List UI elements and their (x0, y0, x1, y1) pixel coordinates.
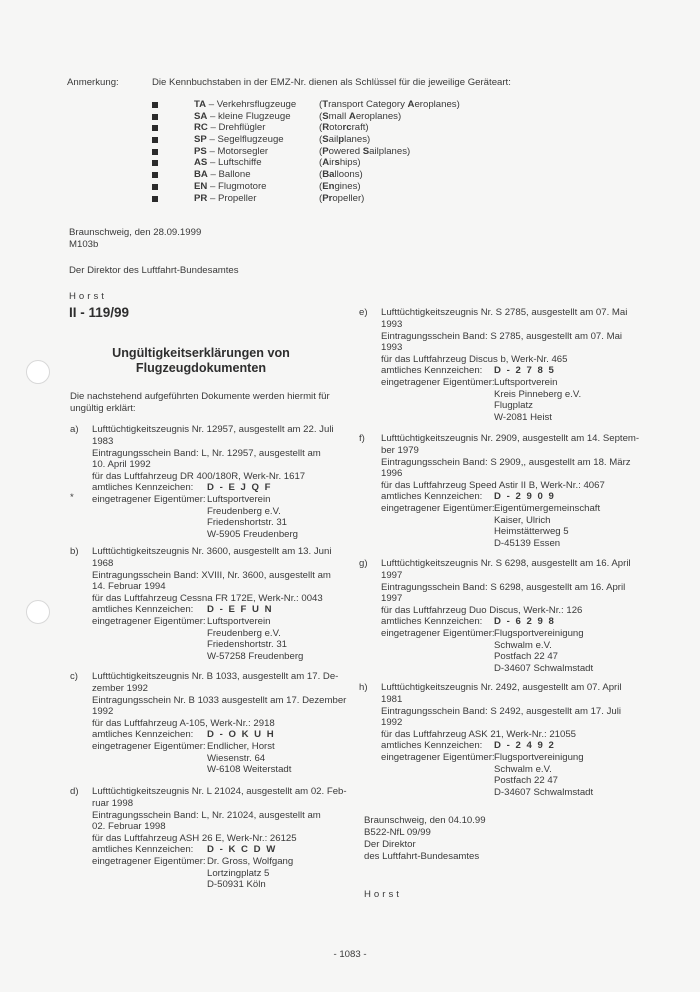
registration-row (92, 844, 321, 856)
owner-line: W-57258 Freudenberg (207, 650, 304, 662)
legend-code: AS (194, 157, 208, 169)
owner-line: Luftsportverein (207, 493, 271, 505)
closing-title: Der Direktor (364, 839, 416, 850)
owner-line: Friedenshortstr. 31 (207, 639, 287, 651)
entry-line: 1993 (381, 319, 403, 330)
registration-mark: D - 2 4 9 2 (494, 740, 556, 752)
registration-row (381, 365, 622, 377)
legend-en: opeller) (332, 192, 365, 204)
owner-line: Endlicher, Horst (207, 740, 275, 752)
legend-en-bold: s (334, 157, 340, 169)
legend-german: – Luftschiffe (207, 157, 262, 169)
owner-line: Eigentümergemeinschaft (494, 502, 601, 514)
owner-line: Friedenshortstr. 31 (207, 517, 287, 529)
legend-en: owered (328, 145, 363, 157)
intro-line: Die nachstehend aufgeführten Dokumente werden hiermit für (70, 391, 330, 402)
entry-line: Lufttüchtigkeitszeugnis Nr. 2492, ausgestellt am 07. April (381, 682, 622, 693)
notice-title-line: Flugzeugdokumenten (135, 361, 267, 375)
legend-en: ail (328, 134, 339, 146)
bullet-icon (152, 137, 158, 143)
registration-label: amtliches Kennzeichen: (92, 482, 194, 494)
entry-line: Eintragungsschein Band: L, Nr. 21024, ausgestellt am (92, 809, 321, 821)
entry-letter: g) (359, 558, 368, 569)
registration-mark: D - O K U H (207, 729, 276, 741)
closing-signature: Horst (364, 889, 402, 900)
registration-mark: D - K C D W (207, 844, 277, 856)
legend-en: eroplanes) (414, 99, 460, 110)
note-intro: Die Kennbuchstaben in der EMZ-Nr. dienen als Schlüssel für die jeweilige Geräteart: (152, 77, 511, 88)
owner-line: Lortzingplatz 5 (207, 867, 270, 879)
entry-line: 10. April 1992 (92, 459, 151, 471)
entry-line: 1992 (92, 706, 114, 718)
registration-mark: D - 2 7 8 5 (494, 365, 556, 377)
entry-letter: e) (359, 307, 368, 318)
entry-line: ruar 1998 (92, 798, 134, 809)
bullet-icon (152, 114, 158, 120)
notice-title (70, 346, 332, 376)
legend-en: gines) (334, 180, 361, 192)
registration-label: amtliches Kennzeichen: (381, 740, 483, 752)
registration-label: amtliches Kennzeichen: (92, 729, 194, 741)
legend-en-bold: S (322, 110, 329, 122)
bullet-icon (152, 125, 158, 131)
origin-block (69, 227, 239, 303)
owner-label: eingetragener Eigentümer: (381, 376, 495, 388)
entry-line: für das Luftfahrzeug Speed Astir II B, Werk-Nr.: 4067 (381, 479, 605, 491)
closing-reference: B522-NfL 09/99 (364, 827, 431, 838)
entry-line: Eintragungsschein Band: XVIII, Nr. 3600, ausgestellt am (92, 569, 331, 581)
owner-line: Flugsportvereinigung (494, 627, 584, 639)
registration-label: amtliches Kennzeichen: (381, 365, 483, 377)
origin-place-date: Braunschweig, den 28.09.1999 (69, 227, 202, 238)
registration-mark: D - E F U N (207, 604, 274, 616)
legend-row: SP – Segelflugzeuge (Sailplanes) (152, 134, 492, 146)
legend-german: – kleine Flugzeuge (207, 110, 291, 122)
legend-code: PR (194, 192, 208, 204)
owner-row (381, 628, 625, 640)
owner-line: Dr. Gross, Wolfgang (207, 855, 294, 867)
legend-german: – Motorsegler (206, 145, 269, 157)
registration-label: amtliches Kennzeichen: (92, 604, 194, 616)
owner-line: Luftsportverein (494, 376, 558, 388)
entry-line: für das Luftfahrzeug Discus b, Werk-Nr. 465 (381, 353, 568, 365)
legend-row: SA – kleine Flugzeuge (Small Aeroplanes) (152, 111, 492, 123)
owner-line: Freudenberg e.V. (207, 627, 281, 639)
bullet-icon (152, 102, 158, 108)
notice-number: II - 119/99 (69, 305, 130, 320)
legend-row: AS – Luftschiffe (Airships) (152, 157, 492, 169)
legend-row: PR – Propeller (Propeller) (152, 193, 492, 205)
closing-title: des Luftfahrt-Bundesamtes (364, 851, 480, 862)
entry-line: Lufttüchtigkeitszeugnis Nr. 3600, ausgestellt am 13. Juni (92, 546, 332, 557)
legend-code: EN (194, 180, 208, 192)
legend-en: oto (329, 122, 343, 134)
registration-row (92, 604, 331, 616)
legend-german: – Segelflugzeuge (206, 134, 284, 146)
registration-label: amtliches Kennzeichen: (381, 491, 483, 503)
legend-en-bold: T (322, 99, 329, 110)
legend-en-bold: rc (342, 122, 352, 134)
entry-line: Eintragungsschein Band: S 6298, ausgestellt am 16. April (381, 581, 626, 593)
owner-line: W-2081 Heist (494, 411, 552, 423)
owner-label: eingetragener Eigentümer: (92, 740, 206, 752)
origin-reference: M103b (69, 239, 99, 250)
owner-row (381, 377, 622, 389)
owner-line: Flugsportvereinigung (494, 751, 584, 763)
owner-row (92, 741, 346, 753)
notice-intro (70, 391, 342, 415)
entry-line: für das Luftfahrzeug ASK 21, Werk-Nr.: 21055 (381, 728, 577, 740)
bullet-icon (152, 184, 158, 190)
entry-letter: b) (70, 546, 79, 557)
legend-en-bold: p (338, 134, 345, 146)
owner-row (381, 752, 621, 764)
legend-row: BA – Ballone (Balloons) (152, 169, 492, 181)
owner-line: W-5905 Freudenberg (207, 528, 299, 540)
legend-en: lanes) (344, 134, 371, 146)
legend-code: TA (194, 99, 207, 110)
owner-line: Wiesenstr. 64 (207, 752, 266, 764)
margin-asterisk: * (70, 492, 74, 503)
entry-line: Lufttüchtigkeitszeugnis Nr. B 1033, ausgestellt am 17. De- (92, 671, 339, 682)
legend-en: lloons) (334, 169, 363, 181)
legend-german: – Drehflügler (207, 122, 266, 134)
legend-en: mall (328, 110, 349, 122)
owner-line: Kaiser, Ulrich (494, 514, 551, 526)
note-label: Anmerkung: (67, 77, 119, 88)
registration-mark: D - 2 9 0 9 (494, 491, 556, 503)
registration-row (92, 482, 321, 494)
page-number: - 1083 - (333, 949, 367, 960)
entry-line: 1996 (381, 468, 403, 480)
legend-en-bold: A (348, 110, 356, 122)
owner-line: D-50931 Köln (207, 879, 266, 891)
entry-line: zember 1992 (92, 683, 148, 694)
owner-row (92, 856, 321, 868)
owner-label: eingetragener Eigentümer: (381, 502, 495, 514)
owner-line: Luftsportverein (207, 615, 271, 627)
device-type-legend (152, 99, 492, 204)
legend-german: – Verkehrsflugzeuge (206, 99, 297, 110)
entry-line: ber 1979 (381, 445, 419, 456)
entry-line: Eintragungsschein Nr. B 1033 ausgestellt am 17. Dezember (92, 694, 347, 706)
owner-row (92, 616, 331, 628)
owner-line: D-34607 Schwalmstadt (494, 786, 594, 798)
owner-label: eingetragener Eigentümer: (381, 627, 495, 639)
owner-line: Postfach 22 47 (494, 651, 559, 663)
entry-letter: c) (70, 671, 78, 682)
entry-line: 1997 (381, 570, 403, 581)
legend-en-bold: S (362, 145, 370, 157)
registration-label: amtliches Kennzeichen: (381, 616, 483, 628)
legend-code: BA (194, 169, 208, 181)
owner-line: Schwalm e.V. (494, 639, 552, 651)
registration-row (381, 491, 631, 503)
entry-line: Lufttüchtigkeitszeugnis Nr. L 21024, ausgestellt am 02. Feb- (92, 786, 347, 797)
entry-letter: h) (359, 682, 368, 693)
entry-line: für das Luftfahrzeug Duo Discus, Werk-Nr.: 126 (381, 604, 583, 616)
legend-en: hips) (339, 157, 361, 169)
bullet-icon (152, 149, 158, 155)
legend-en-bold: P (322, 145, 329, 157)
owner-label: eingetragener Eigentümer: (92, 855, 206, 867)
entry-line: für das Luftfahrzeug Cessna FR 172E, Werk-Nr.: 0043 (92, 592, 323, 604)
closing-place-date: Braunschweig, den 04.10.99 (364, 815, 486, 826)
entry-line: 1981 (381, 694, 403, 705)
legend-code: SP (194, 134, 207, 146)
legend-code: PS (194, 145, 207, 157)
closing-block (364, 815, 486, 901)
entry-letter: d) (70, 786, 79, 797)
owner-line: W-6108 Weiterstadt (207, 764, 292, 776)
legend-german: – Ballone (207, 169, 251, 181)
registration-mark: D - 6 2 9 8 (494, 616, 556, 628)
legend-german: – Propeller (207, 192, 257, 204)
entry-line: Eintragungsschein Band: L, Nr. 12957, ausgestellt am (92, 447, 321, 459)
bullet-icon (152, 160, 158, 166)
legend-row: EN – Flugmotore (Engines) (152, 181, 492, 193)
legend-en-bold: R (322, 122, 330, 134)
legend-code: RC (194, 122, 208, 134)
notice-title-line: Ungültigkeitserklärungen von (112, 346, 290, 360)
owner-label: eingetragener Eigentümer: (92, 615, 206, 627)
bullet-icon (152, 172, 158, 178)
legend-en-bold: S (322, 134, 329, 146)
legend-code: SA (194, 110, 208, 122)
owner-line: Postfach 22 47 (494, 775, 559, 787)
legend-row: TA – Verkehrsflugzeuge (Transport Category Aeroplanes) (152, 99, 492, 111)
legend-row: RC – Drehflügler (Rotorcraft) (152, 122, 492, 134)
owner-row (381, 503, 631, 515)
owner-line: Flugplatz (494, 400, 533, 412)
registration-row (92, 729, 346, 741)
registration-label: amtliches Kennzeichen: (92, 844, 194, 856)
legend-en-bold: A (322, 157, 330, 169)
legend-row: PS – Motorsegler (Powered Sailplanes) (152, 146, 492, 158)
owner-row (92, 494, 321, 506)
entry-line: für das Luftfahrzeug ASH 26 E, Werk-Nr.: 26125 (92, 832, 297, 844)
registration-row (381, 740, 621, 752)
entry-line: Eintragungsschein Band: S 2785, ausgestellt am 07. Mai (381, 330, 623, 342)
owner-line: D-34607 Schwalmstadt (494, 662, 594, 674)
entry-line: für das Luftfahrzeug A-105, Werk-Nr.: 2918 (92, 717, 275, 729)
legend-en-bold: A (407, 99, 415, 110)
entry-line: 14. Februar 1994 (92, 581, 166, 593)
bullet-icon (152, 196, 158, 202)
punch-hole (26, 360, 50, 384)
entry-line: Lufttüchtigkeitszeugnis Nr. 2909, ausgestellt am 14. Septem- (381, 433, 640, 444)
owner-line: Kreis Pinneberg e.V. (494, 388, 582, 400)
legend-en: ailplanes) (369, 145, 411, 157)
legend-german: – Flugmotore (207, 180, 267, 192)
entry-line: Lufttüchtigkeitszeugnis Nr. S 6298, ausgestellt am 16. April (381, 558, 631, 569)
owner-label: eingetragener Eigentümer: (381, 751, 495, 763)
registration-row (381, 616, 625, 628)
entry-line: 1968 (92, 558, 114, 569)
legend-en-bold: En (322, 180, 335, 192)
entry-line: 1983 (92, 436, 114, 447)
entry-line: 1992 (381, 717, 403, 729)
legend-en-bold: Ba (322, 169, 335, 181)
intro-line: ungültig erklärt: (70, 403, 136, 414)
legend-en: ransport Category (328, 99, 408, 110)
owner-line: Schwalm e.V. (494, 763, 552, 775)
owner-line: Freudenberg e.V. (207, 505, 281, 517)
legend-en: ir (329, 157, 335, 169)
legend-en: eroplanes) (355, 110, 402, 122)
legend-en: raft) (351, 122, 369, 134)
entry-line: 1993 (381, 342, 403, 354)
entry-line: Eintragungsschein Band: S 2492, ausgestellt am 17. Juli (381, 705, 621, 717)
legend-en-bold: Pr (322, 192, 333, 204)
punch-hole (26, 600, 50, 624)
origin-signature: Horst (69, 291, 107, 302)
entry-letter: a) (70, 424, 79, 435)
owner-label: eingetragener Eigentümer: (92, 493, 206, 505)
entry-line: für das Luftfahrzeug DR 400/180R, Werk-Nr. 1617 (92, 470, 306, 482)
owner-line: D-45139 Essen (494, 537, 561, 549)
entry-line: Lufttüchtigkeitszeugnis Nr. 12957, ausgestellt am 22. Juli (92, 424, 334, 435)
entry-line: Eintragungsschein Band: S 2909,, ausgestellt am 18. März (381, 456, 631, 468)
entry-line: Lufttüchtigkeitszeugnis Nr. S 2785, ausgestellt am 07. Mai (381, 307, 628, 318)
entry-line: 1997 (381, 593, 403, 605)
entry-letter: f) (359, 433, 365, 444)
entry-line: 02. Februar 1998 (92, 821, 166, 833)
origin-authority: Der Direktor des Luftfahrt-Bundesamtes (69, 265, 239, 276)
registration-mark: D - E J Q F (207, 482, 273, 494)
owner-line: Heimstätterweg 5 (494, 526, 569, 538)
